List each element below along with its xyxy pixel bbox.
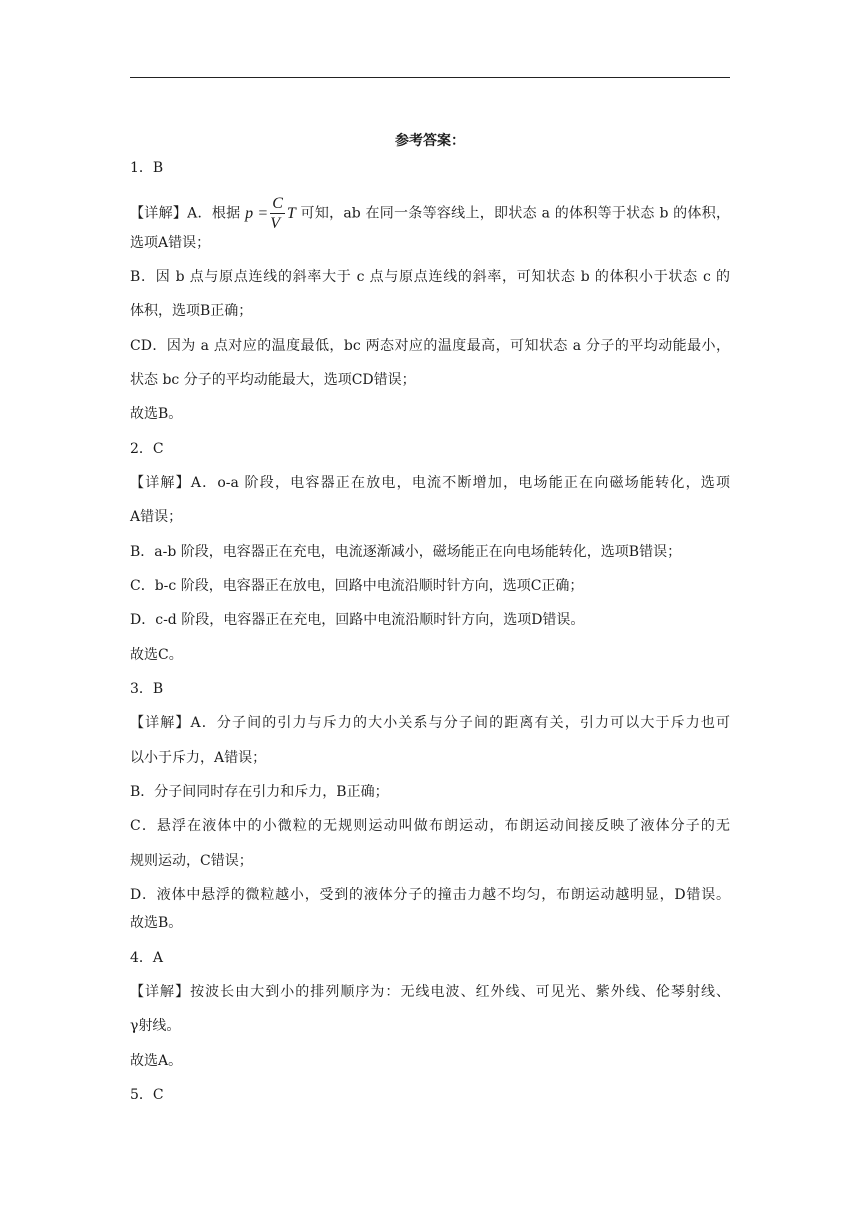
text-line: 【详解】A．o-a 阶段，电容器正在放电，电流不断增加，电场能正在向磁场能转化，选项: [130, 475, 730, 491]
text-line: C．悬浮在液体中的小微粒的无规则运动叫做布朗运动，布朗运动间接反映了液体分子的无: [130, 818, 730, 834]
text-line: 状态 bc 分子的平均动能最大，选项CD错误；: [130, 372, 416, 388]
text-line: γ射线。: [130, 1018, 181, 1034]
text-line: A错误；: [130, 509, 183, 525]
formula-fraction: [270, 196, 285, 232]
text-line: B．分子间同时存在引力和斥力，B正确；: [130, 784, 389, 800]
formula-suffix: 可知，ab 在同一条等容线上，即状态 a 的体积等于状态 b 的体积，: [295, 205, 731, 222]
text-line: 规则运动，C错误；: [130, 853, 253, 869]
formula-lhs: p =: [245, 204, 269, 222]
text-line: 以小于斥力，A错误；: [130, 750, 267, 766]
text-line: CD．因为 a 点对应的温度最低，bc 两态对应的温度最高，可知状态 a 分子的平均动能最小，: [130, 338, 730, 354]
formula-rhs: T: [286, 204, 296, 222]
answer-1-formula-line: [130, 196, 730, 232]
text-line: 选项A错误；: [130, 235, 211, 251]
answer-2-label: 2．C: [130, 441, 164, 457]
text-line: D．c-d 阶段，电容器正在充电，回路中电流沿顺时针方向，选项D错误。: [130, 612, 585, 628]
text-line: 故选A。: [130, 1053, 183, 1069]
answer-4-label: 4．A: [130, 950, 164, 966]
answer-5-label: 5．C: [130, 1087, 164, 1103]
formula: [245, 195, 296, 232]
page-title: 参考答案：: [395, 133, 465, 149]
header-rule: [130, 77, 730, 78]
answer-1-label: 1．B: [130, 160, 164, 176]
text-line: 故选C。: [130, 647, 183, 663]
text-line: 【详解】按波长由大到小的排列顺序为：无线电波、红外线、可见光、紫外线、伦琴射线、: [130, 984, 730, 1000]
formula-numerator: C: [272, 195, 283, 212]
formula-denominator: V: [270, 215, 281, 232]
text-line: 故选B。: [130, 915, 183, 931]
answer-3-label: 3．B: [130, 681, 164, 697]
text-line: 【详解】A．分子间的引力与斥力的大小关系与分子间的距离有关，引力可以大于斥力也可: [130, 715, 730, 731]
text-line: 故选B。: [130, 406, 183, 422]
text-line: D．液体中悬浮的微粒越小，受到的液体分子的撞击力越不均匀，布朗运动越明显，D错误。: [130, 887, 730, 903]
text-line: B．a-b 阶段，电容器正在充电，电流逐渐减小，磁场能正在向电场能转化，选项B错误；: [130, 544, 682, 560]
text-line: B．因 b 点与原点连线的斜率大于 c 点与原点连线的斜率，可知状态 b 的体积小于状态 c 的: [130, 269, 730, 285]
formula-prefix: 【详解】A．根据: [130, 205, 246, 222]
text-line: 体积，选项B正确；: [130, 303, 253, 319]
text-line: C．b-c 阶段，电容器正在放电，回路中电流沿顺时针方向，选项C正确；: [130, 578, 584, 594]
